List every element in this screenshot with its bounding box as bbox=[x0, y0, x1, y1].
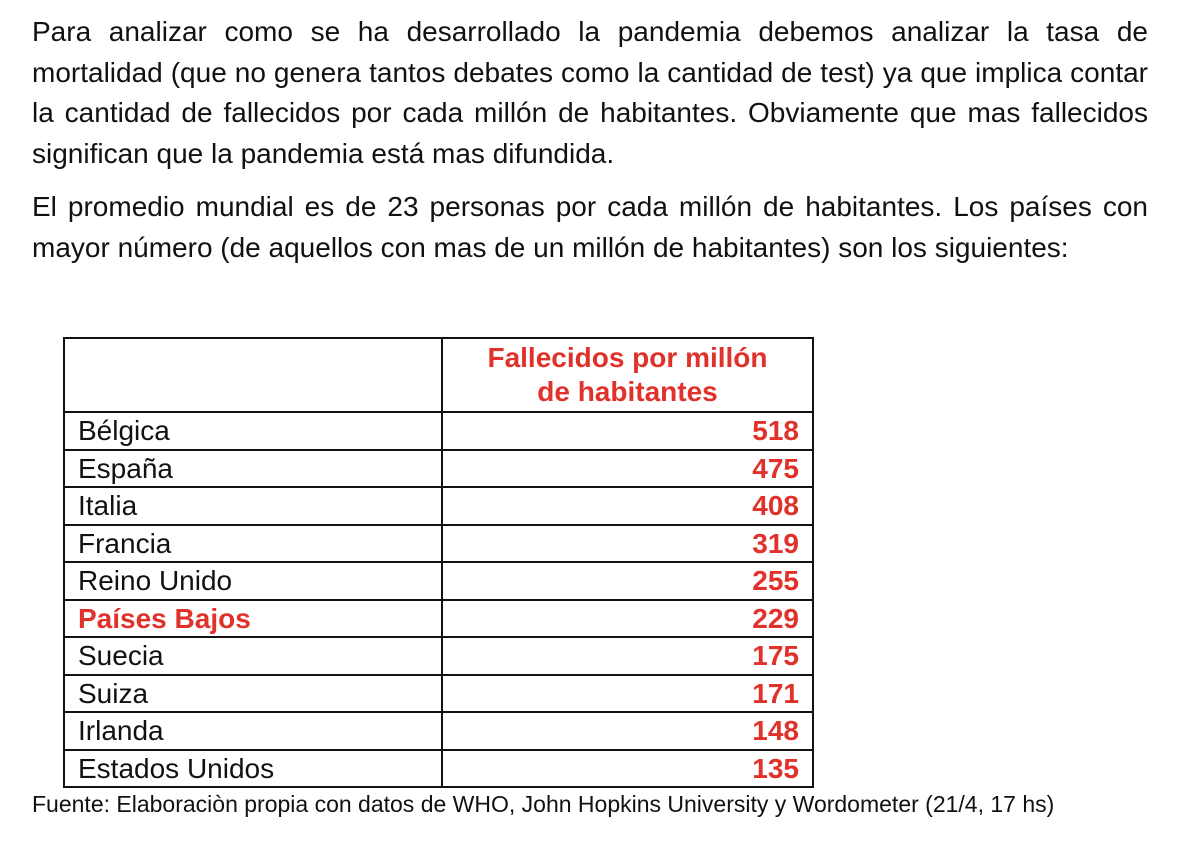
country-cell: Suiza bbox=[64, 675, 442, 713]
table-row-highlighted bbox=[64, 600, 813, 638]
table-row bbox=[64, 487, 813, 525]
table-header-row bbox=[64, 338, 813, 412]
table-row bbox=[64, 450, 813, 488]
document-body bbox=[32, 12, 1148, 268]
country-cell: Italia bbox=[64, 487, 442, 525]
country-cell: España bbox=[64, 450, 442, 488]
value-cell: 255 bbox=[442, 562, 813, 600]
header-value-line-2: de habitantes bbox=[537, 376, 718, 407]
value-cell: 518 bbox=[442, 412, 813, 450]
table-row bbox=[64, 712, 813, 750]
country-cell-highlighted: Países Bajos bbox=[64, 600, 442, 638]
value-cell: 175 bbox=[442, 637, 813, 675]
header-value-cell bbox=[442, 338, 813, 412]
value-cell: 171 bbox=[442, 675, 813, 713]
table-row bbox=[64, 562, 813, 600]
mortality-table bbox=[63, 337, 814, 788]
header-value-line-1: Fallecidos por millón bbox=[487, 342, 768, 373]
country-cell: Irlanda bbox=[64, 712, 442, 750]
table-row bbox=[64, 525, 813, 563]
value-cell: 135 bbox=[442, 750, 813, 788]
value-cell: 475 bbox=[442, 450, 813, 488]
country-cell: Francia bbox=[64, 525, 442, 563]
intro-paragraph-1: Para analizar como se ha desarrollado la pandemia debemos analizar la tasa de mortalidad (que no genera tantos debates como la cantidad de test) ya que implica contar la cantidad de fallecidos por cada millón de habitantes. Obviamente que mas fallecidos significan que la pandemia está mas difundida. bbox=[32, 16, 1148, 169]
header-country-cell bbox=[64, 338, 442, 412]
table-row bbox=[64, 412, 813, 450]
country-cell: Reino Unido bbox=[64, 562, 442, 600]
table-row bbox=[64, 637, 813, 675]
value-cell: 408 bbox=[442, 487, 813, 525]
country-cell: Suecia bbox=[64, 637, 442, 675]
value-cell: 319 bbox=[442, 525, 813, 563]
country-cell: Estados Unidos bbox=[64, 750, 442, 788]
source-note: Fuente: Elaboraciòn propia con datos de WHO, John Hopkins University y Wordometer (21/4, 17 hs) bbox=[32, 791, 1055, 817]
value-cell: 148 bbox=[442, 712, 813, 750]
country-cell: Bélgica bbox=[64, 412, 442, 450]
table-row bbox=[64, 675, 813, 713]
table-row bbox=[64, 750, 813, 788]
intro-paragraph-2: El promedio mundial es de 23 personas por cada millón de habitantes. Los países con mayor número (de aquellos con mas de un millón de habitantes) son los siguientes: bbox=[32, 191, 1148, 263]
value-cell: 229 bbox=[442, 600, 813, 638]
